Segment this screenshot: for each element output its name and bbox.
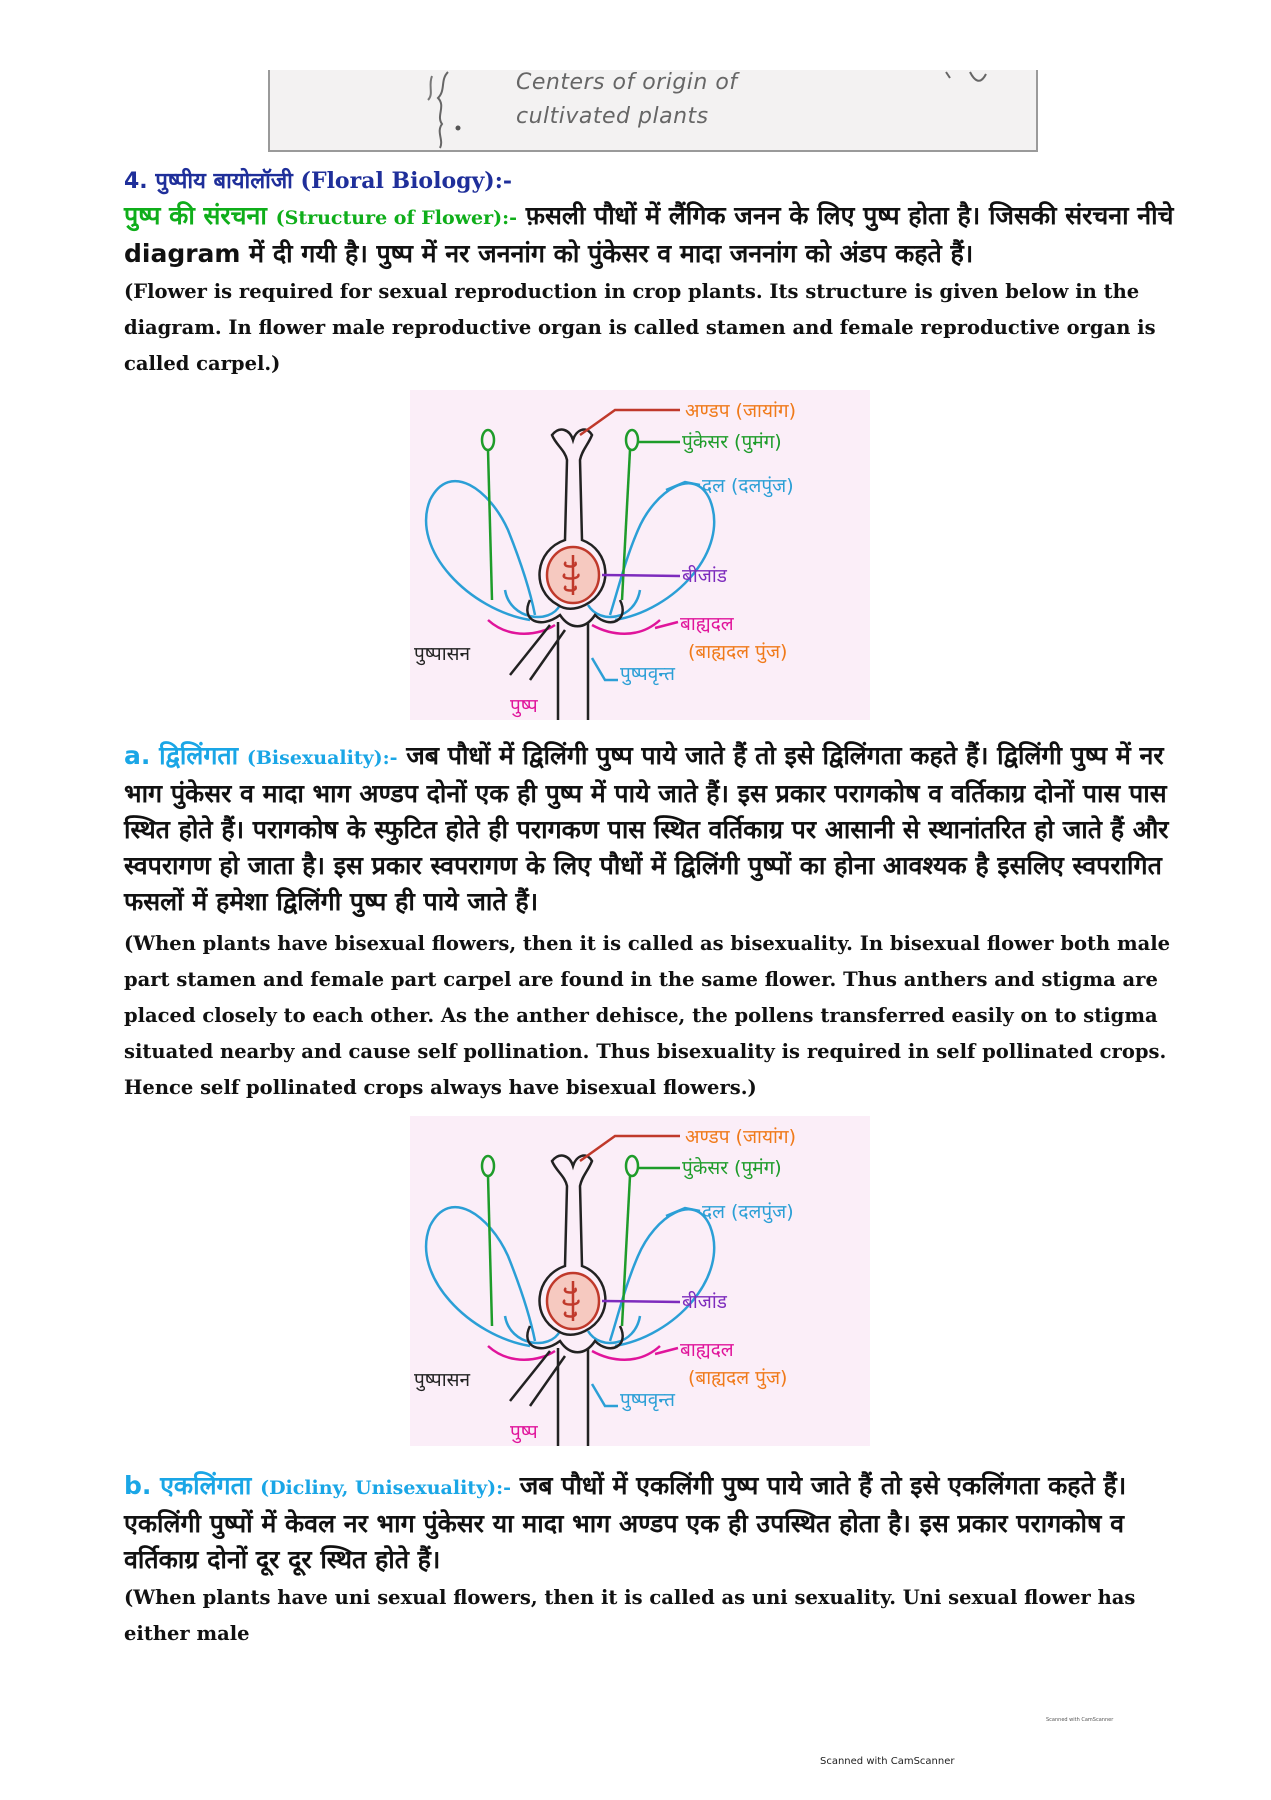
- label-calyx: (बाह्यदल पुंज): [688, 641, 788, 663]
- brace-icon: [410, 70, 470, 150]
- label-caption: पुष्प: [510, 695, 538, 717]
- section-heading-en: (Floral Biology):-: [300, 168, 512, 194]
- label-ovule: बीजांड: [682, 1291, 727, 1313]
- section-heading: [124, 166, 1174, 197]
- bisexuality-label-en: (Bisexuality):-: [246, 747, 398, 769]
- dicliny-paragraph-en: (When plants have uni sexual flowers, then it is called as uni sexuality. Uni sexual flower has either male: [124, 1586, 1136, 1645]
- structure-label-hi: पुष्प की संरचना: [124, 201, 267, 230]
- bisexuality-text-hi: जब पौधों में द्विलिंगी पुष्प पाये जाते हैं तो इसे द्विलिंगता कहते हैं। द्विलिंगी पुष्प में नर भाग पुंकेसर व मादा भाग अण्डप दोनों एक ही पुष्प में पाये जाते हैं। इस प्रकार परागकोष व वर्तिकाग्र दोनों पास पास स्थित होते हैं। परागकोष के स्फुटित होते ही परागकण पास स्थित वर्तिकाग्र पर आसानी से स्थानांतरित हो जाते हैं और स्वपरागण हो जाता है। इस प्रकार स्वपरागण के लिए पौधों में द्विलिंगी पुष्पों का होना आवश्यक है इसलिए स्वपरागित फसलों में हमेशा द्विलिंगी पुष्प ही पाये जाते हैं।: [124, 741, 1169, 916]
- flower-structure-figure: [410, 390, 870, 720]
- label-caption: पुष्प: [510, 1421, 538, 1443]
- label-receptacle: पुष्पासन: [414, 1369, 471, 1391]
- label-carpel: अण्डप (जायांग): [685, 400, 797, 422]
- flower-diagram-2: [410, 1116, 870, 1446]
- section-heading-hi: 4. पुष्पीय बायोलॉजी: [124, 169, 293, 194]
- top-figure-box: [268, 70, 1038, 152]
- label-receptacle: पुष्पासन: [414, 643, 471, 665]
- dicliny-paragraph-hi: [124, 1468, 1174, 1578]
- bisexuality-label-hi: a. द्विलिंगता: [124, 741, 239, 770]
- top-note-line1: Centers of origin of: [516, 70, 738, 95]
- label-stamen: पुंकेसर (पुमंग): [682, 431, 782, 453]
- flower-structure-figure-2: [410, 1116, 870, 1446]
- bisexuality-paragraph-en: (When plants have bisexual flowers, then it is called as bisexuality. In bisexual flower both male part stamen and female part carpel are found in the same flower. Thus anthers and stigma are placed closely to each other. As the anther dehisce, the pollens transferred easily on to stigma situated nearby and cause self pollination. Thus bisexuality is required in self pollinated crops. Hence self pollinated crops always have bisexual flowers.): [124, 932, 1171, 1099]
- structure-label-en: (Structure of Flower):-: [275, 207, 517, 229]
- structure-text-hi: फ़सली पौधों में लैंगिक जनन के लिए पुष्प होता है। जिसकी संरचना नीचे diagram में दी गयी है। पुष्प में नर जननांग को पुंकेसर व मादा जननांग को अंडप कहते हैं।: [124, 201, 1174, 268]
- label-sepal: बाह्यदल: [680, 613, 734, 635]
- dicliny-label-hi: b. एकलिंगता: [124, 1471, 252, 1500]
- label-petal: दल (दलपुंज): [702, 1201, 794, 1223]
- top-note-line2: cultivated plants: [516, 104, 709, 129]
- label-stamen: पुंकेसर (पुमंग): [682, 1157, 782, 1179]
- label-sepal: बाह्यदल: [680, 1339, 734, 1361]
- structure-paragraph-hi: [124, 198, 1174, 272]
- scanner-watermark: Scanned with CamScanner: [820, 1756, 955, 1767]
- structure-paragraph-en: (Flower is required for sexual reproduction in crop plants. Its structure is given below in the diagram. In flower male reproductive organ is called stamen and female reproductive organ is called carpel.): [124, 280, 1156, 375]
- flower-diagram-1: [410, 390, 870, 720]
- label-calyx: (बाह्यदल पुंज): [688, 1367, 788, 1389]
- label-ovule: बीजांड: [682, 565, 727, 587]
- label-pedicel: पुष्पवृन्त: [620, 663, 675, 685]
- label-pedicel: पुष्पवृन्त: [620, 1389, 675, 1411]
- label-petal: दल (दलपुंज): [702, 475, 794, 497]
- label-carpel: अण्डप (जायांग): [685, 1126, 797, 1148]
- pen-mark-icon: [940, 70, 1000, 100]
- dicliny-label-en: (Dicliny, Unisexuality):-: [260, 1477, 512, 1499]
- dicliny-text-hi: जब पौधों में एकलिंगी पुष्प पाये जाते हैं तो इसे एकलिंगता कहते हैं। एकलिंगी पुष्पों में केवल नर भाग पुंकेसर या मादा भाग अण्डप एक ही उपस्थित होता है। इस प्रकार परागकोष व वर्तिकाग्र दोनों दूर दूर स्थित होते हैं।: [124, 1471, 1127, 1574]
- bisexuality-paragraph-hi: [124, 738, 1174, 920]
- scanner-watermark-small: Scanned with CamScanner: [1046, 1717, 1114, 1723]
